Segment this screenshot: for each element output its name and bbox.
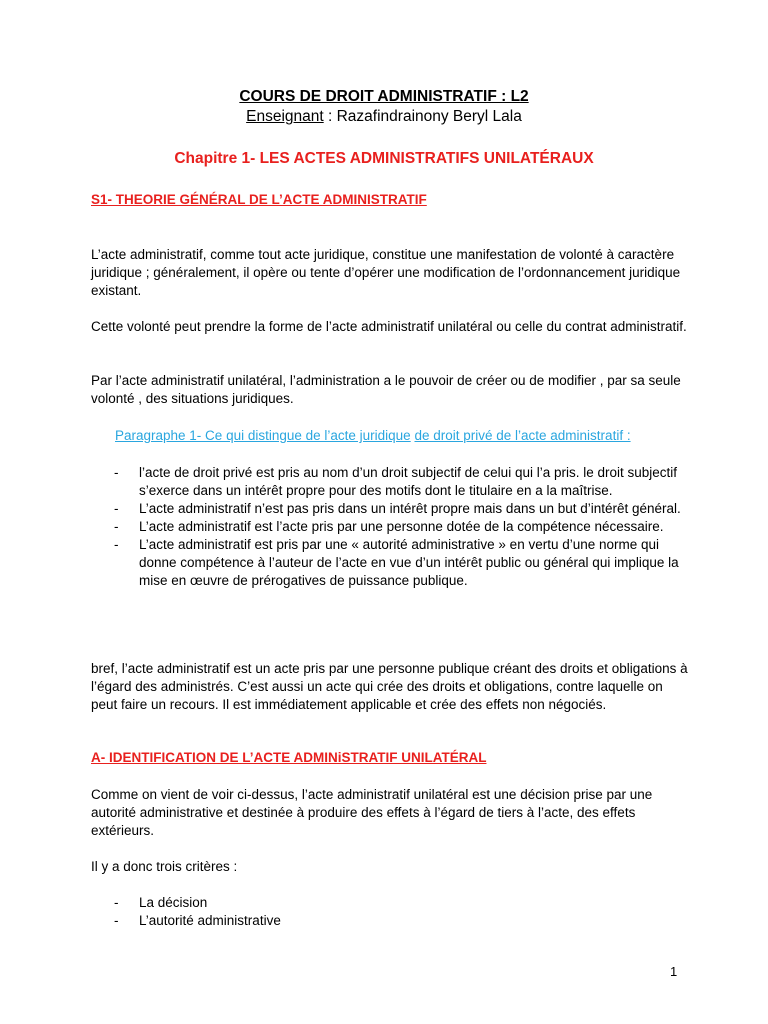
- paragraph: Comme on vient de voir ci-dessus, l’acte administratif unilatéral est une décision prise par une autorité administrative et destinée à produire des effets à l’égard de tiers à l’acte, des effets extérieurs.: [91, 787, 653, 838]
- list-item-text: La décision: [139, 895, 208, 910]
- teacher-name: Razafindrainony Beryl Lala: [336, 108, 522, 125]
- paragraph: bref, l’acte administratif est un acte pris par une personne publique créant des droits et obligations à l’égard des administrés. C’est aussi un acte qui crée des droits et obligations, contre laquelle on peut faire un recours. Il est immédiatement applicable et crée des effets non négociés.: [91, 661, 688, 712]
- page-number: 1: [670, 964, 678, 979]
- paragraph: Il y a donc trois critères :: [91, 859, 238, 874]
- list-item-text: L’acte administratif est pris par une « autorité administrative » en vertu d’une norme qui donne compétence à l’auteur de l’acte en vue d’un intérêt public ou général qui implique la mise en œuvre de prérogatives de puissance publique.: [139, 537, 679, 588]
- course-title: COURS DE DROIT ADMINISTRATIF : L2: [239, 88, 529, 105]
- bullet-dash: -: [114, 519, 119, 534]
- list-item: [91, 464, 691, 500]
- criteria-list: [91, 894, 691, 930]
- list-item: [91, 912, 691, 930]
- teacher-separator: :: [323, 108, 337, 125]
- teacher-line: [0, 108, 768, 126]
- list-item: [91, 518, 691, 536]
- bullet-dash: -: [114, 501, 119, 516]
- section-a-heading: A- IDENTIFICATION DE L’ACTE ADMINiSTRATIF UNILATÉRAL: [91, 750, 487, 765]
- chapter-heading: Chapitre 1- LES ACTES ADMINISTRATIFS UNILATÉRAUX: [174, 150, 594, 167]
- list-item: [91, 894, 691, 912]
- bullet-dash: -: [114, 537, 119, 552]
- list-item-text: l’acte de droit privé est pris au nom d’un droit subjectif de celui qui l’a pris. le droit subjectif s’exerce dans un intérêt propre pour des motifs dont le titulaire en a la maîtrise.: [139, 465, 678, 498]
- list-item-text: L’acte administratif est l’acte pris par une personne dotée de la compétence nécessaire.: [139, 519, 664, 534]
- list-item: [91, 536, 691, 590]
- bullet-dash: -: [114, 895, 119, 910]
- distinction-list: [91, 464, 691, 590]
- bullet-dash: -: [114, 465, 119, 480]
- paragraph: Cette volonté peut prendre la forme de l’acte administratif unilatéral ou celle du contrat administratif.: [91, 319, 687, 334]
- paragraph1-heading-part-a: Paragraphe 1- Ce qui distingue de l’acte juridique: [115, 428, 411, 443]
- paragraph1-heading: [115, 428, 631, 443]
- paragraph: Par l’acte administratif unilatéral, l’administration a le pouvoir de créer ou de modifier , par sa seule volonté , des situations juridiques.: [91, 373, 681, 406]
- bullet-dash: -: [114, 913, 119, 928]
- section-s1-heading: S1- THEORIE GÉNÉRAL DE L’ACTE ADMINISTRATIF: [91, 192, 427, 207]
- paragraph: L’acte administratif, comme tout acte juridique, constitue une manifestation de volonté à caractère juridique ; généralement, il opère ou tente d’opérer une modification de l’ordonnancement juridique existant.: [91, 247, 681, 298]
- list-item-text: L’acte administratif n’est pas pris dans un intérêt propre mais dans un but d’intérêt général.: [139, 501, 681, 516]
- paragraph1-heading-part-b: de droit privé de l’acte administratif :: [414, 428, 631, 443]
- teacher-label: Enseignant: [246, 108, 324, 125]
- list-item: [91, 500, 691, 518]
- list-item-text: L’autorité administrative: [139, 913, 281, 928]
